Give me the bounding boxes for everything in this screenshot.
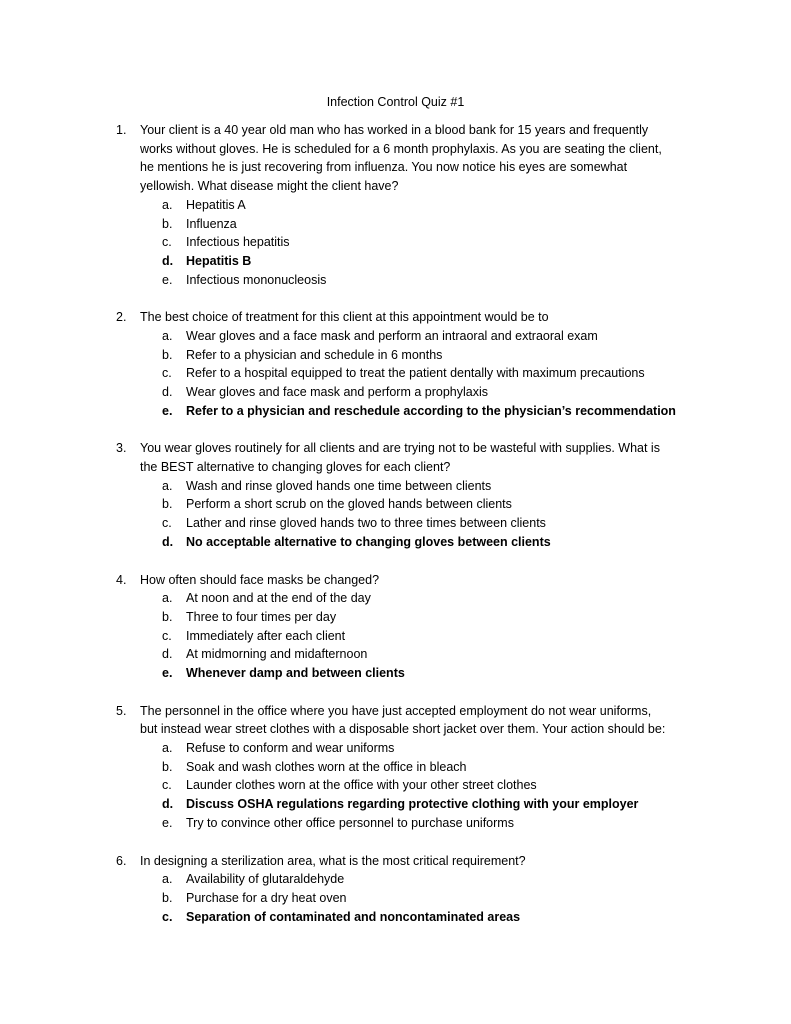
option-text: Infectious mononucleosis [186, 272, 327, 287]
option-a [0, 589, 791, 608]
option-letter: a. [162, 197, 173, 212]
option-a [0, 327, 791, 346]
option-text: Hepatitis A [186, 197, 246, 212]
question-text: The personnel in the office where you have just accepted employment do not wear uniforms, but instead wear street clothes with a disposable short jacket over them. Your action should be: [140, 703, 666, 737]
option-a [0, 477, 791, 496]
option-e [0, 271, 791, 290]
option-letter: b. [162, 759, 173, 774]
option-b [0, 608, 791, 627]
option-letter: b. [162, 497, 173, 512]
option-letter: d. [162, 647, 173, 662]
option-d [0, 645, 791, 664]
option-e-answer [0, 402, 791, 421]
option-text: Try to convince other office personnel to purchase uniforms [186, 815, 514, 830]
option-letter: c. [162, 628, 172, 643]
option-letter: c. [162, 516, 172, 531]
option-e [0, 814, 791, 833]
option-text: Infectious hepatitis [186, 235, 290, 250]
option-text: Refuse to conform and wear uniforms [186, 741, 395, 756]
question-number: 4. [116, 572, 127, 587]
option-letter: a. [162, 328, 173, 343]
question-text: How often should face masks be changed? [140, 572, 380, 587]
option-c [0, 776, 791, 795]
question-number: 1. [116, 123, 127, 137]
option-b [0, 215, 791, 234]
question-text: You wear gloves routinely for all clients and are trying not to be wasteful with supplies. What is the BEST alternative to changing gloves for each client? [140, 441, 660, 475]
question-text: The best choice of treatment for this client at this appointment would be to [140, 310, 549, 325]
option-d-answer [0, 795, 791, 814]
option-text: Purchase for a dry heat oven [186, 890, 347, 905]
option-letter: e. [162, 403, 173, 418]
option-letter: a. [162, 741, 173, 756]
option-b [0, 346, 791, 365]
option-text: Immediately after each client [186, 628, 346, 643]
option-text: Influenza [186, 216, 237, 231]
option-text: Lather and rinse gloved hands two to three times between clients [186, 516, 546, 531]
option-text: Wash and rinse gloved hands one time between clients [186, 478, 492, 493]
option-b [0, 495, 791, 514]
option-text: Refer to a physician and reschedule according to the physician’s recommendation [186, 403, 676, 418]
question-list [0, 121, 791, 945]
question-text: Your client is a 40 year old man who has worked in a blood bank for 15 years and frequently works without gloves. He is scheduled for a 6 month prophylaxis. As you are seating the client, he mentions he is just recovering from influenza. You now notice his eyes are somewhat yellowish. What disease might the client have? [140, 123, 662, 194]
option-c [0, 627, 791, 646]
option-text: Whenever damp and between clients [186, 666, 405, 680]
question-1 [0, 121, 791, 289]
option-text: Refer to a physician and schedule in 6 months [186, 347, 443, 362]
question-number: 2. [116, 310, 127, 325]
option-d-answer [0, 533, 791, 552]
option-letter: b. [162, 609, 173, 624]
option-letter: b. [162, 216, 173, 231]
option-text: Soak and wash clothes worn at the office in bleach [186, 759, 467, 774]
option-c [0, 233, 791, 252]
question-3 [0, 439, 791, 551]
option-letter: e. [162, 815, 173, 830]
question-2 [0, 308, 791, 420]
option-letter: d. [162, 385, 173, 400]
option-text: Discuss OSHA regulations regarding protective clothing with your employer [186, 797, 639, 812]
option-text: At noon and at the end of the day [186, 591, 371, 606]
option-text: Three to four times per day [186, 609, 337, 624]
option-letter: c. [162, 235, 172, 250]
option-a [0, 196, 791, 215]
question-number: 3. [116, 441, 127, 456]
option-d-answer [0, 252, 791, 271]
option-text: Launder clothes worn at the office with your other street clothes [186, 778, 537, 793]
option-letter: d. [162, 797, 174, 812]
option-c [0, 514, 791, 533]
option-list [0, 196, 791, 289]
option-letter: d. [162, 534, 174, 549]
option-c [0, 364, 791, 383]
option-letter: a. [162, 478, 173, 493]
option-text: No acceptable alternative to changing gloves between clients [186, 534, 551, 549]
option-a [0, 739, 791, 758]
option-list [0, 327, 791, 420]
option-text: Wear gloves and a face mask and perform an intraoral and extraoral exam [186, 328, 598, 343]
question-number: 6. [116, 853, 127, 868]
option-letter: c. [162, 909, 173, 924]
option-b [0, 758, 791, 777]
option-e-answer [0, 664, 791, 683]
option-text: Refer to a hospital equipped to treat the patient dentally with maximum precautions [186, 366, 645, 381]
option-c-answer [0, 908, 791, 927]
question-4 [0, 571, 791, 683]
option-text: At midmorning and midafternoon [186, 647, 368, 662]
option-list [0, 870, 791, 926]
option-letter: a. [162, 591, 173, 606]
option-letter: e. [162, 666, 173, 680]
option-list [0, 739, 791, 832]
option-letter: c. [162, 366, 172, 381]
option-letter: a. [162, 872, 173, 887]
option-d [0, 383, 791, 402]
option-list [0, 589, 791, 682]
option-text: Wear gloves and face mask and perform a prophylaxis [186, 385, 489, 400]
option-text: Separation of contaminated and noncontaminated areas [186, 909, 521, 924]
option-letter: d. [162, 253, 174, 268]
option-text: Perform a short scrub on the gloved hands between clients [186, 497, 512, 512]
option-letter: e. [162, 272, 173, 287]
option-text: Hepatitis B [186, 253, 252, 268]
question-number: 5. [116, 703, 127, 718]
option-letter: b. [162, 347, 173, 362]
option-text: Availability of glutaraldehyde [186, 872, 345, 887]
question-text: In designing a sterilization area, what is the most critical requirement? [140, 853, 526, 868]
option-b [0, 889, 791, 908]
option-list [0, 477, 791, 552]
page-title: Infection Control Quiz #1 [326, 95, 465, 109]
option-letter: c. [162, 778, 172, 793]
question-6 [0, 852, 791, 927]
option-a [0, 870, 791, 889]
option-letter: b. [162, 890, 173, 905]
question-5 [0, 702, 791, 833]
